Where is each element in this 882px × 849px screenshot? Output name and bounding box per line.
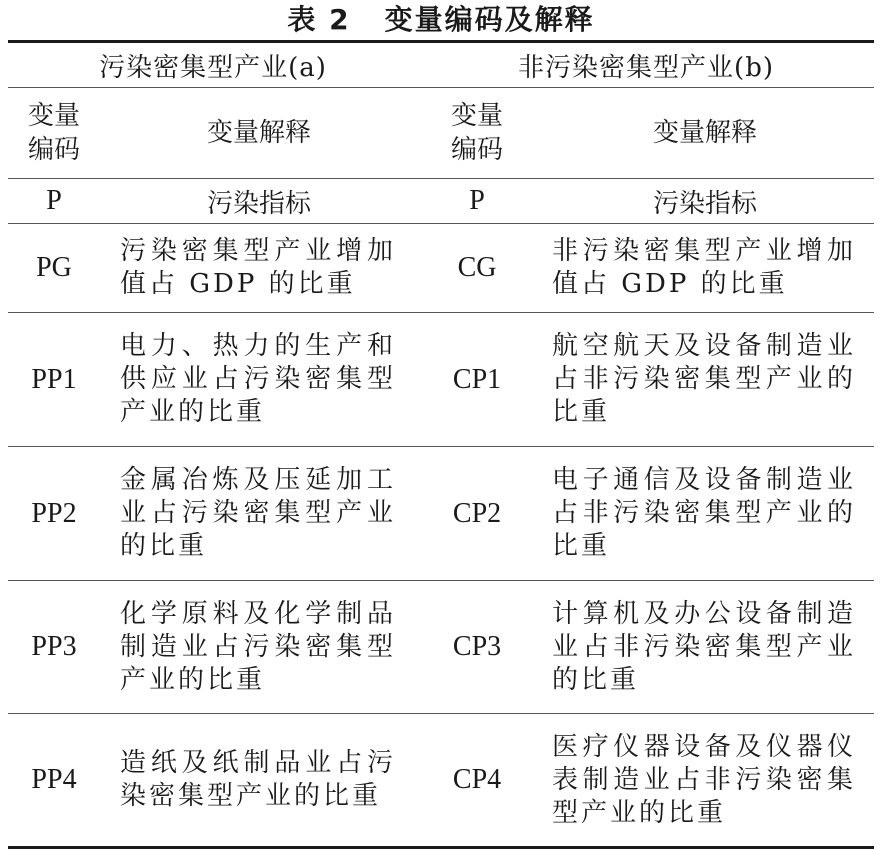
code-a: PP4 — [8, 714, 100, 848]
table-caption — [0, 0, 882, 40]
table-row — [8, 224, 874, 313]
desc-a: 电力、热力的生产和供应业占污染密集型产业的比重 — [100, 313, 418, 447]
group-b-header: 非污染密集型产业(b) — [418, 42, 874, 88]
table-row — [8, 313, 874, 447]
desc-b: 计算机及办公设备制造业占非污染密集型产业的比重 — [536, 581, 874, 714]
desc-header-a: 变量解释 — [100, 88, 418, 179]
code-a: PP1 — [8, 313, 100, 447]
table-row — [8, 447, 874, 581]
group-a-header: 污染密集型产业(a) — [8, 42, 418, 88]
table-row — [8, 179, 874, 224]
desc-b: 医疗仪器设备及仪器仪表制造业占非污染密集型产业的比重 — [536, 714, 874, 848]
desc-b: 电子通信及设备制造业占非污染密集型产业的比重 — [536, 447, 874, 581]
desc-b: 航空航天及设备制造业占非污染密集型产业的比重 — [536, 313, 874, 447]
column-header-row — [8, 88, 874, 179]
desc-a: 造纸及纸制品业占污染密集型产业的比重 — [100, 714, 418, 848]
table-row — [8, 581, 874, 714]
desc-b: 污染指标 — [536, 179, 874, 224]
code-b: CP4 — [418, 714, 536, 848]
desc-a: 金属冶炼及压延加工业占污染密集型产业的比重 — [100, 447, 418, 581]
code-a: PG — [8, 224, 100, 313]
code-header-a: 变量 编码 — [8, 88, 100, 179]
code-b: P — [418, 179, 536, 224]
code-header-b: 变量 编码 — [418, 88, 536, 179]
table-number: 表 2 — [287, 3, 351, 36]
desc-a: 污染指标 — [100, 179, 418, 224]
code-b: CP2 — [418, 447, 536, 581]
code-a: PP3 — [8, 581, 100, 714]
desc-header-b: 变量解释 — [536, 88, 874, 179]
variable-table — [8, 40, 874, 849]
group-header-row — [8, 42, 874, 88]
desc-a: 污染密集型产业增加值占 GDP 的比重 — [100, 224, 418, 313]
code-a: P — [8, 179, 100, 224]
code-a: PP2 — [8, 447, 100, 581]
code-b: CP1 — [418, 313, 536, 447]
code-b: CP3 — [418, 581, 536, 714]
table-title: 变量编码及解释 — [384, 3, 595, 36]
desc-a: 化学原料及化学制品制造业占污染密集型产业的比重 — [100, 581, 418, 714]
table-row — [8, 714, 874, 848]
desc-b: 非污染密集型产业增加值占 GDP 的比重 — [536, 224, 874, 313]
code-b: CG — [418, 224, 536, 313]
